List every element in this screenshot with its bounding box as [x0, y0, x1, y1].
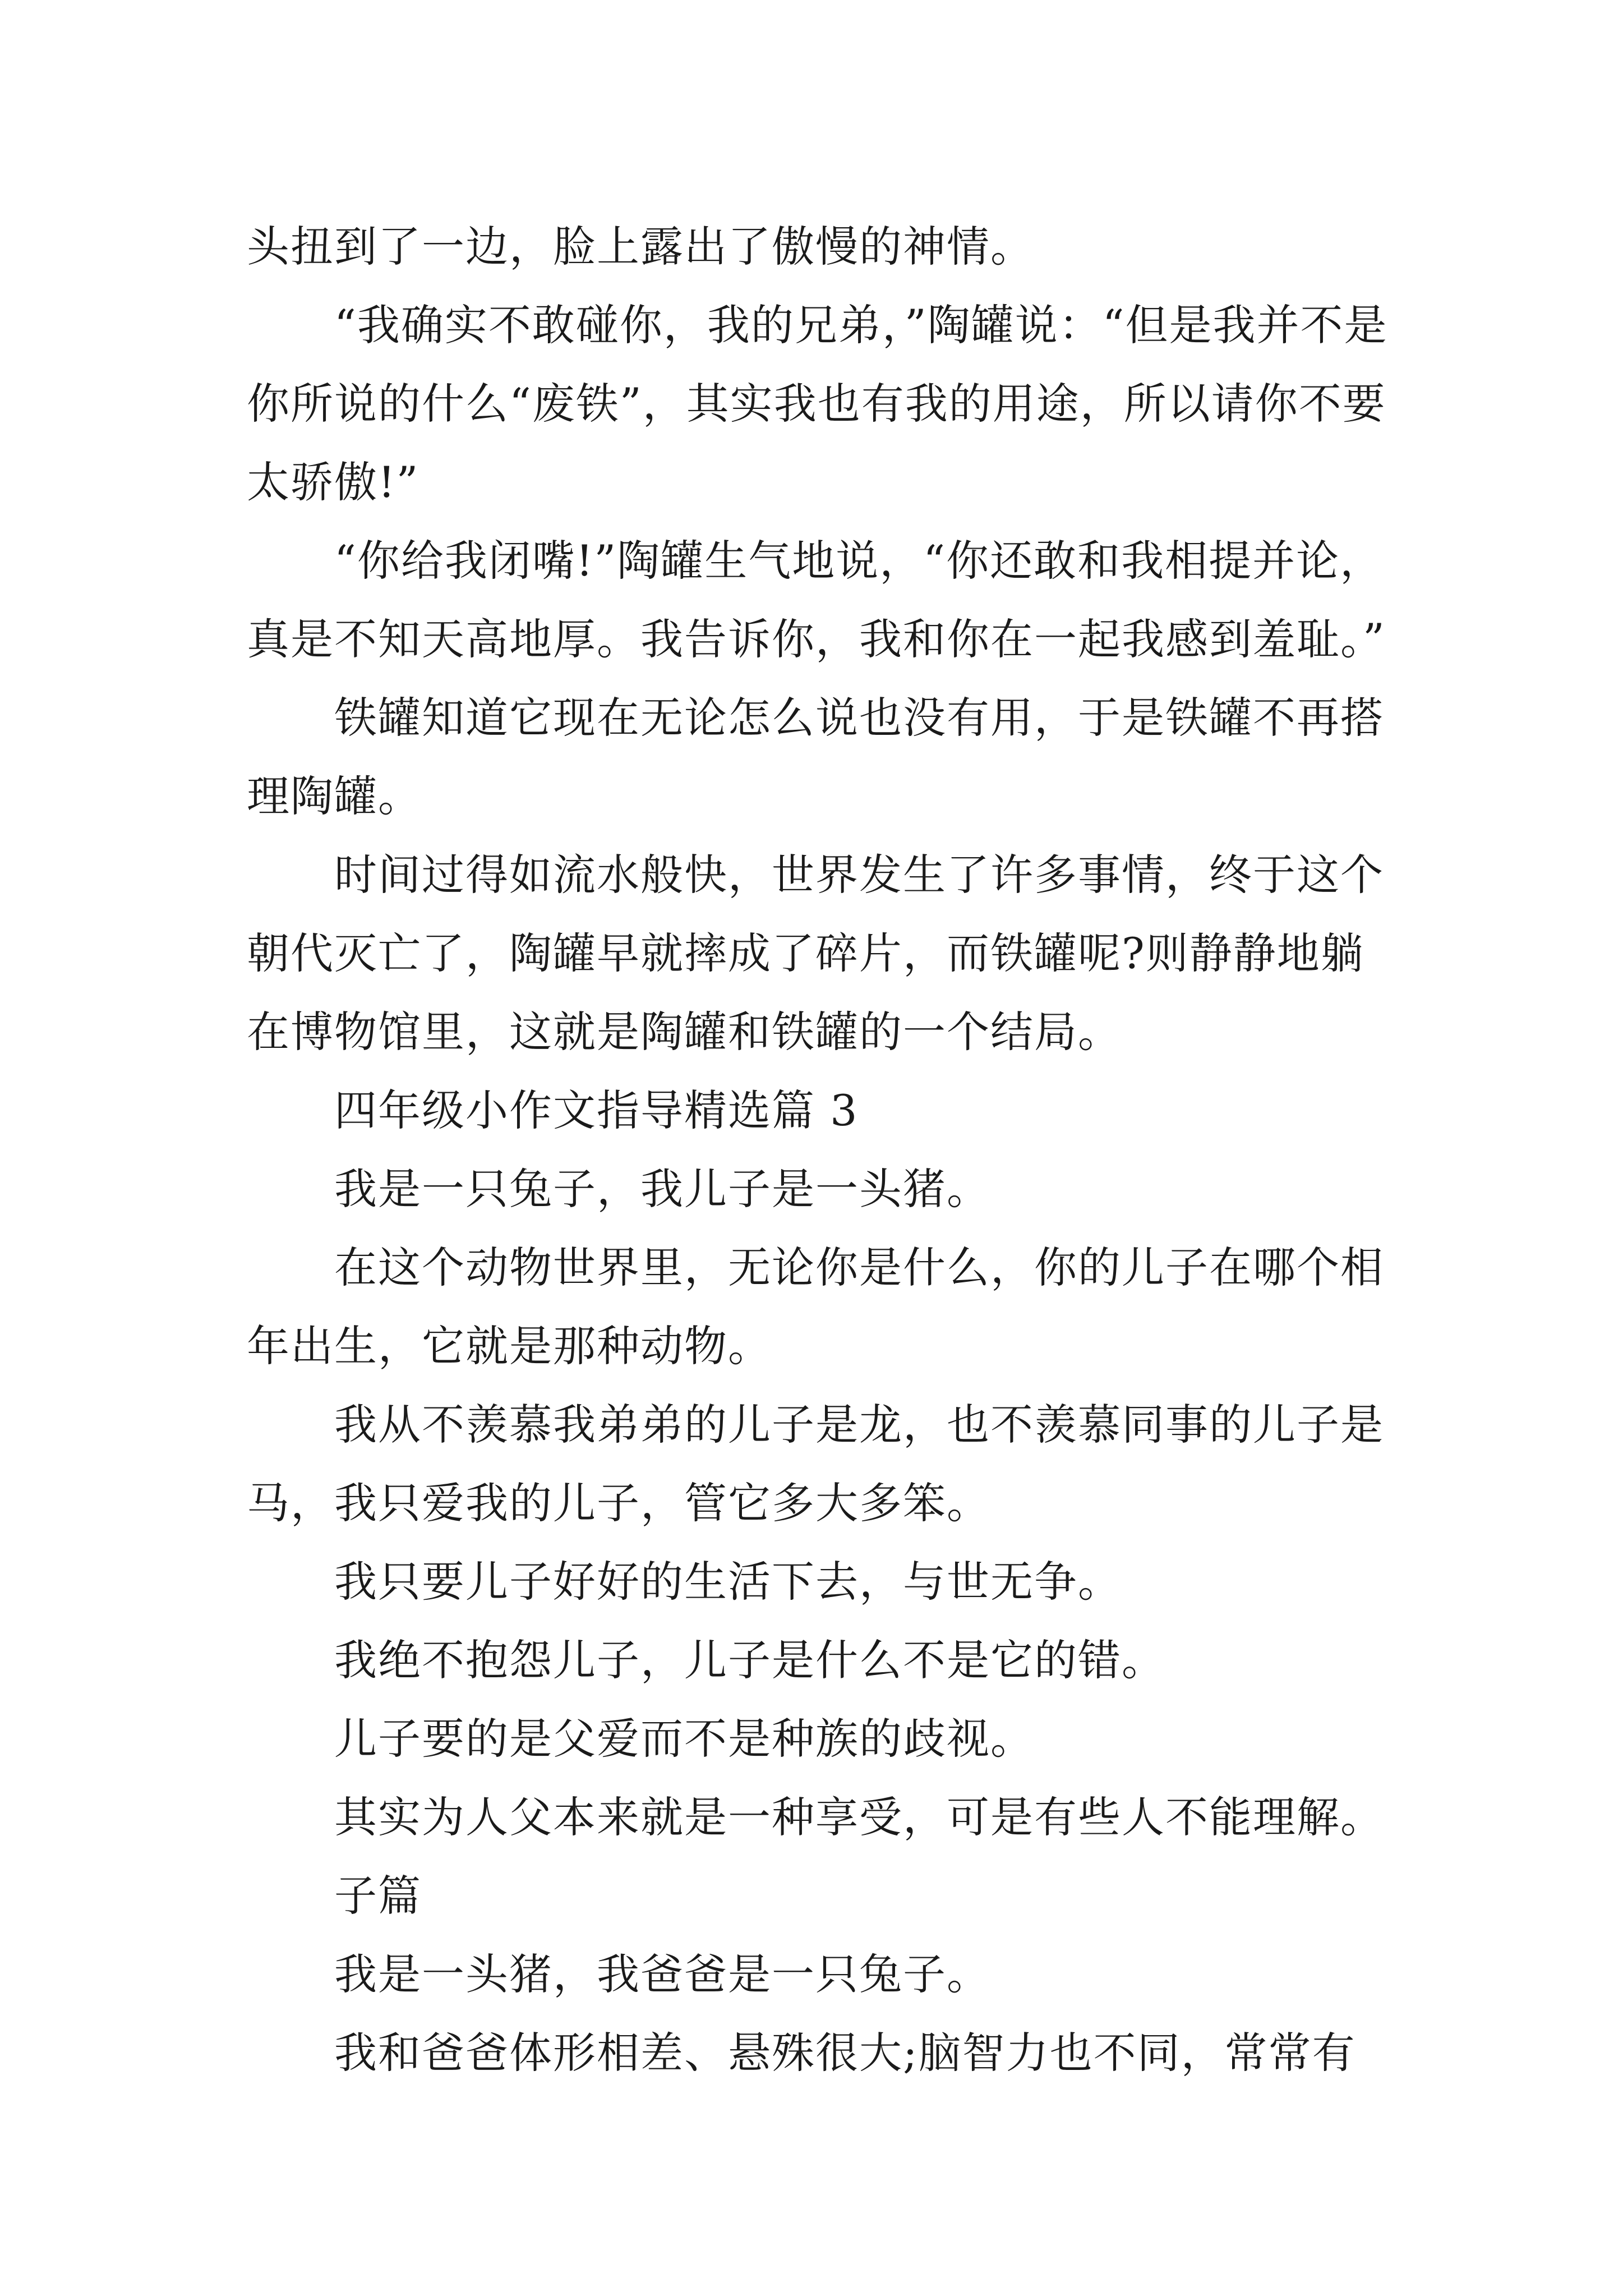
subsection-heading: 子篇: [334, 1871, 422, 1921]
paragraph-pig-2: 我和爸爸体形相差、悬殊很大;脑智力也不同，常常有: [334, 2028, 1356, 2078]
paragraph-rabbit-6: 儿子要的是父爱而不是种族的歧视。: [334, 1714, 1034, 1764]
paragraph-rabbit-7: 其实为人父本来就是一种享受，可是有些人不能理解。: [334, 1792, 1384, 1842]
paragraph-dialogue-1: “我确实不敢碰你，我的兄弟，”陶罐说：“但是我并不是你所说的什么“废铁”，其实我也有我的用途，所以请你不要太骄傲!”: [247, 300, 1388, 507]
paragraph-continuation: 头扭到了一边，脸上露出了傲慢的神情。: [247, 222, 1034, 272]
section-heading: 四年级小作文指导精选篇 3: [334, 1085, 859, 1135]
paragraph-rabbit-2: 在这个动物世界里，无论你是什么，你的儿子在哪个相年出生，它就是那种动物。: [247, 1243, 1384, 1371]
document-body: [247, 208, 1391, 2092]
paragraph-narration-2: 时间过得如流水般快，世界发生了许多事情，终于这个朝代灭亡了，陶罐早就摔成了碎片，而铁罐呢?则静静地躺在博物馆里，这就是陶罐和铁罐的一个结局。: [247, 850, 1384, 1057]
paragraph-rabbit-3: 我从不羡慕我弟弟的儿子是龙，也不羡慕同事的儿子是马，我只爱我的儿子，管它多大多笨。: [247, 1400, 1384, 1528]
paragraph-narration-1: 铁罐知道它现在无论怎么说也没有用，于是铁罐不再搭理陶罐。: [247, 693, 1384, 821]
paragraph-pig-1: 我是一头猪，我爸爸是一只兔子。: [334, 1949, 990, 1999]
paragraph-rabbit-4: 我只要儿子好好的生活下去，与世无争。: [334, 1557, 1122, 1607]
paragraph-dialogue-2: “你给我闭嘴!”陶罐生气地说，“你还敢和我相提并论，真是不知天高地厚。我告诉你，我和你在一起我感到羞耻。”: [247, 536, 1386, 664]
paragraph-rabbit-5: 我绝不抱怨儿子，儿子是什么不是它的错。: [334, 1635, 1165, 1685]
paragraph-rabbit-1: 我是一只兔子，我儿子是一头猪。: [334, 1164, 990, 1214]
